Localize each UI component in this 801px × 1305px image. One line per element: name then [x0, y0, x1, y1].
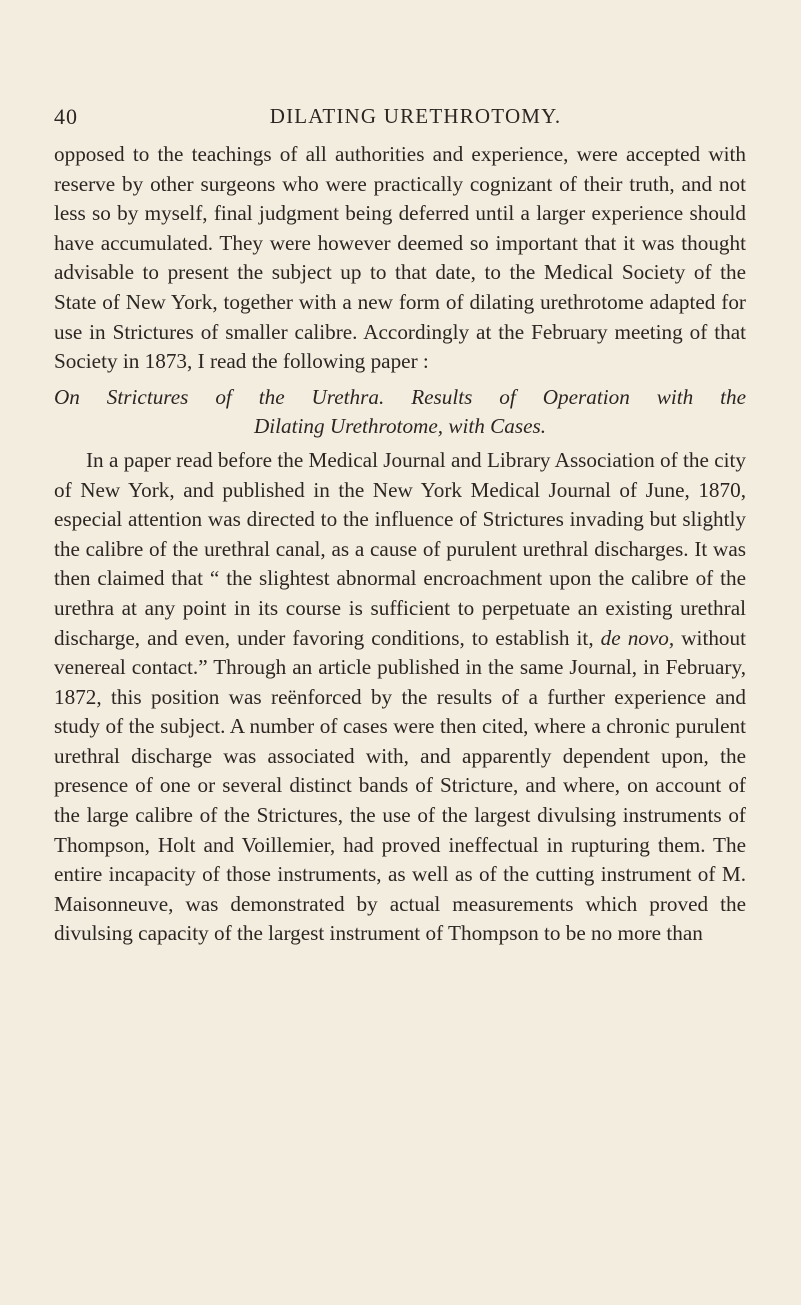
paper-title	[54, 383, 746, 442]
paper-title-line-2: Dilating Urethrotome, with Cases.	[253, 414, 547, 439]
body-text	[54, 140, 746, 949]
latin-phrase: de novo,	[600, 625, 675, 650]
paragraph-text-part-2: without venereal contact.” Through an article published in the same Journal, in February, 1872, this position was reënforced by the results of a further experience and study of the subject. A number of cases were then cited, where a chronic purulent urethral discharge was associated with, and apparently dependent upon, the presence of one or several distinct bands of Stricture, and where, on account of the large calibre of the Strictures, the use of the largest divulsing instruments of Thompson, Holt and Voillemier, had proved ineffectual in rupturing them. The entire incapacity of those instruments, as well as of the cutting instrument of M. Maisonneuve, was demonstrated by actual measurements which proved the divulsing capacity of the largest instrument of Thompson to be no more than	[54, 625, 746, 946]
running-title: DILATING URETHROTOMY.	[269, 104, 562, 128]
paragraph-text-part-1: In a paper read before the Medical Journal and Library Association of the city of New York, and published in the New York Medical Journal of June, 1870, especial attention was directed to the influence of Strictures invading but slightly the calibre of the urethral canal, as a cause of purulent urethral discharges. It was then claimed that “ the slightest abnormal encroachment upon the calibre of the urethra at any point in its course is sufficient to perpetuate an existing urethral discharge, and even, under favoring conditions, to establish it,	[54, 447, 746, 650]
paper-title-line-1: On Strictures of the Urethra. Results of Operation with the	[54, 384, 746, 409]
page-number: 40	[54, 104, 78, 129]
running-head	[54, 104, 747, 134]
paragraph-continued: opposed to the teachings of all authorities and experience, were accepted with reserve by other surgeons who were practically cognizant of their truth, and not less so by myself, final judgment being deferred until a larger experience should have accumulated. They were however deemed so important that it was thought advisable to present the subject up to that date, to the Medical Society of the State of New York, together with a new form of dilating urethrotome adapted for use in Strictures of smaller calibre. Accordingly at the February meeting of that Society in 1873, I read the following paper :	[54, 142, 746, 374]
paragraph-paper-body	[54, 446, 746, 949]
